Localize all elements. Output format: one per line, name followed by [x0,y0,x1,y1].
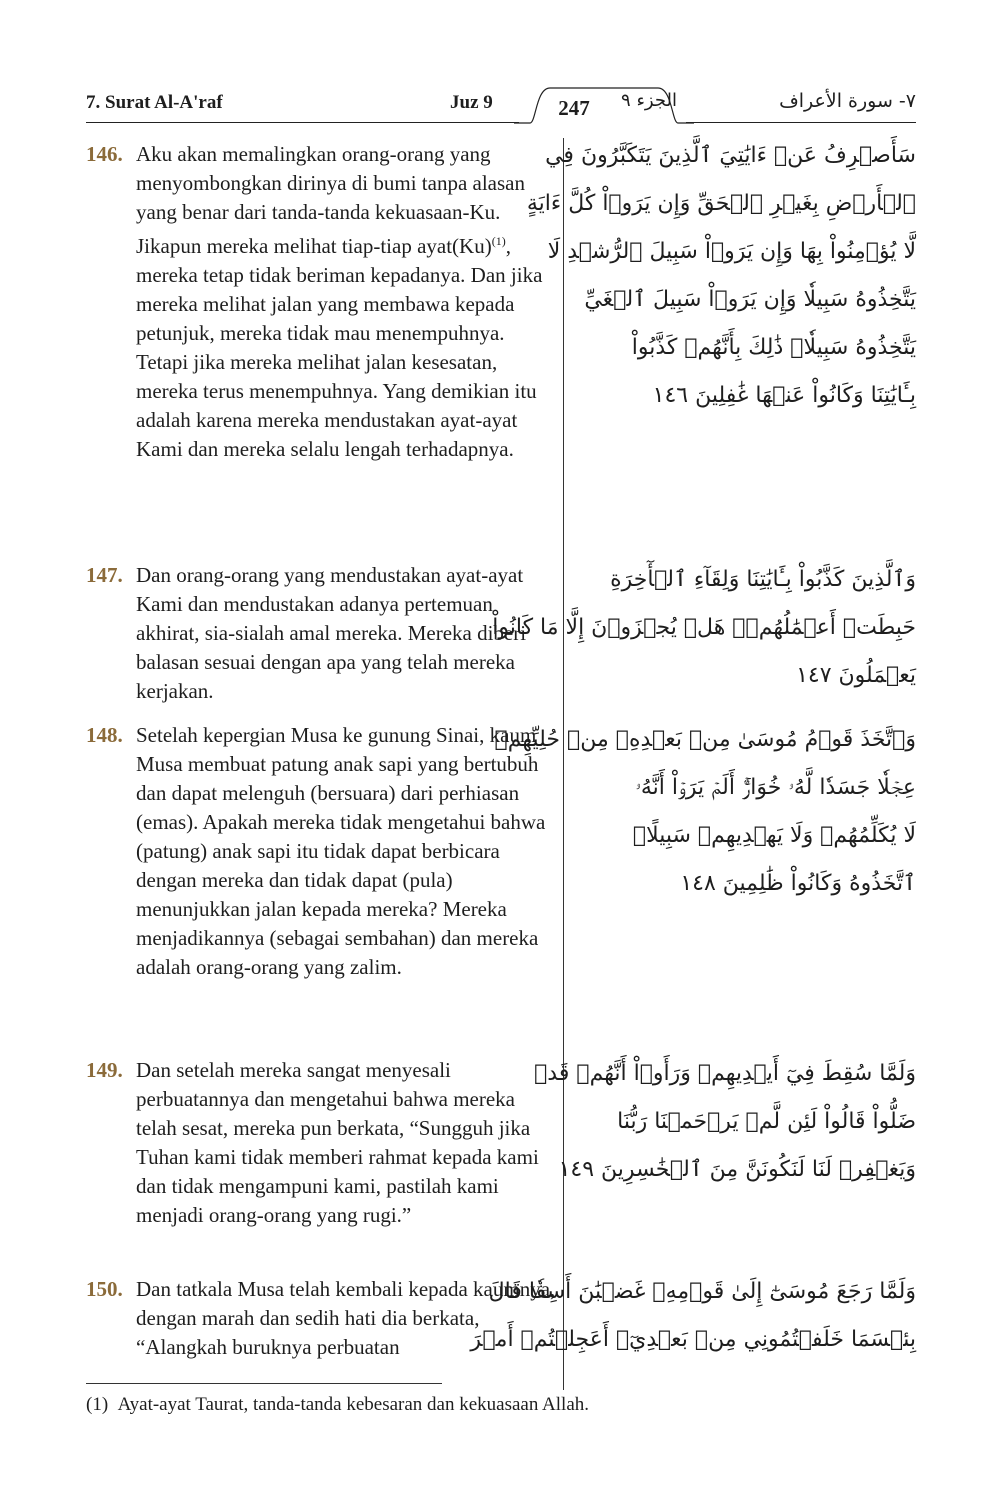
arabic-line: يَتَّخِذُوهُ سَبِيلٗا وَإِن يَرَوۡاْ سَبِيلَ ٱلۡغَيِّ [584,287,916,312]
arabic-line: لَّا يُؤۡمِنُواْ بِهَا وَإِن يَرَوۡاْ سَبِيلَ ٱلرُّشۡدِ لَا [547,239,916,264]
arabic-line: ٱلۡأَرۡضِ بِغَيۡرِ ٱلۡحَقِّ وَإِن يَرَوۡاْ كُلَّ ءَايَةٍ [526,191,916,216]
header-juz: Juz 9 [450,92,493,113]
arabic-line: يَعۡمَلُونَ ١٤٧ [796,663,916,688]
page-header [86,84,916,124]
footnote-rule [86,1383,442,1384]
verse-arabic-149 [534,1050,916,1194]
arabic-line: لَا يُكَلِّمُهُمۡ وَلَا يَهۡدِيهِمۡ سَبِيلًاۘ [632,823,916,848]
verse-translation-146-part2: , mereka tetap tidak beriman kepadanya. Dan jika mereka melihat jalan yang membawa kepada petunjuk, mereka tidak mau menempuhnya. Tetapi jika mereka melihat jalan kesesatan, mereka terus menempuhnya. Yang demikian itu adalah karena mereka mendustakan ayat-ayat Kami dan mereka selalu lengah terhadapnya. [136,234,543,461]
arabic-line: ضَلُّواْ قَالُواْ لَئِن لَّمۡ يَرۡحَمۡنَا رَبُّنَا [617,1109,916,1134]
arabic-line: سَأَصۡرِفُ عَنۡ ءَايَٰتِيَ ٱلَّذِينَ يَتَكَبَّرُونَ فِي [545,143,916,168]
page-number: 247 [558,96,590,120]
arabic-line: ٱتَّخَذُوهُ وَكَانُواْ ظَٰلِمِينَ ١٤٨ [680,871,916,896]
verse-arabic-146 [526,132,916,420]
arabic-line: بِـَٔايَٰتِنَا وَكَانُواْ عَنۡهَا غَٰفِلِينَ ١٤٦ [652,383,916,408]
header-surah-name: 7. Surat Al-A'raf [86,92,223,113]
verse-number-146: 146. [86,142,123,166]
arabic-line: وَيَغۡفِرۡ لَنَا لَنَكُونَنَّ مِنَ ٱلۡخَٰسِرِينَ ١٤٩ [558,1157,916,1182]
verse-number-150: 150. [86,1277,123,1301]
header-rule-right [686,122,916,123]
arabic-line: وَلَمَّا رَجَعَ مُوسَىٰٓ إِلَىٰ قَوۡمِهِۦ غَضۡبَٰنَ أَسِفٗا قَالَ [488,1279,916,1304]
verse-translation-148: Setelah kepergian Musa ke gunung Sinai, kaum Musa membuat patung anak sapi yang bertubuh dan dapat melenguh (bersuara) dari perhiasan (emas). Apakah mereka tidak mengetahui bahwa (patung) anak sapi itu tidak dapat berbicara dengan mereka dan tidak dapat (pula) menunjukkan jalan kepada mereka? Mereka menjadikannya (sebagai sembahan) dan mereka adalah orang-orang yang zalim. [136,723,546,979]
footnote [86,1394,589,1416]
verse-number-148: 148. [86,723,123,747]
verse-number-149: 149. [86,1058,123,1082]
footnote-marker: (1) [86,1394,109,1415]
verse-arabic-150 [470,1268,916,1364]
column-divider [563,138,564,1390]
arabic-line: عِجۡلٗا جَسَدٗا لَّهُۥ خُوَارٌۚ أَلَمۡ يَرَوۡاْ أَنَّهُۥ [635,775,916,800]
header-rule-left [86,122,519,123]
verse-arabic-147 [492,556,916,700]
footnote-text: Ayat-ayat Taurat, tanda-tanda kebesaran dan kekuasaan Allah. [117,1394,590,1415]
header-juz-arabic: الجزء ٩ [621,90,677,111]
footnote-reference[interactable]: (1) [491,234,506,248]
arabic-line: بِئۡسَمَا خَلَفۡتُمُونِي مِنۢ بَعۡدِيٓۖ أَعَجِلۡتُمۡ أَمۡرَ [470,1327,916,1352]
verse-translation-150: Dan tatkala Musa telah kembali kepada kaumnya, dengan marah dan sedih hati dia berkata, “Alangkah buruknya perbuatan [136,1277,556,1359]
verse-translation-146-part1: Aku akan memalingkan orang-orang yang menyombongkan dirinya di bumi tanpa alasan yang benar dari tanda-tanda kekuasaan-Ku. Jikapun mereka melihat tiap-tiap ayat(Ku) [136,142,525,258]
arabic-line: وَلَمَّا سُقِطَ فِيٓ أَيۡدِيهِمۡ وَرَأَوۡاْ أَنَّهُمۡ قَدۡ [534,1061,916,1086]
header-surah-arabic: ٧- سورة الأعراف [779,90,916,112]
verse-arabic-148 [494,716,916,908]
arabic-line: حَبِطَتۡ أَعۡمَٰلُهُمۡۚ هَلۡ يُجۡزَوۡنَ إِلَّا مَا كَانُواْ [492,615,916,640]
verse-number-147: 147. [86,563,123,587]
verse-translation-146 [136,140,560,464]
arabic-line: يَتَّخِذُوهُ سَبِيلٗاۚ ذَٰلِكَ بِأَنَّهُمۡ كَذَّبُواْ [631,335,916,360]
arabic-line: وَٱلَّذِينَ كَذَّبُواْ بِـَٔايَٰتِنَا وَلِقَآءِ ٱلۡأٓخِرَةِ [610,567,916,592]
verse-translation-147: Dan orang-orang yang mendustakan ayat-ayat Kami dan mendustakan adanya pertemuan akhirat, sia-sialah amal mereka. Mereka diberi balasan sesuai dengan apa yang telah mereka kerjakan. [136,563,527,703]
verse-translation-149: Dan setelah mereka sangat menyesali perbuatannya dan mengetahui bahwa mereka telah sesat, mereka pun berkata, “Sungguh jika Tuhan kami tidak memberi rahmat kepada kami dan tidak mengampuni kami, pastilah kami menjadi orang-orang yang rugi.” [136,1058,539,1227]
arabic-line: وَٱتَّخَذَ قَوۡمُ مُوسَىٰ مِنۢ بَعۡدِهِۦ مِنۡ حُلِيِّهِمۡ [494,727,916,752]
